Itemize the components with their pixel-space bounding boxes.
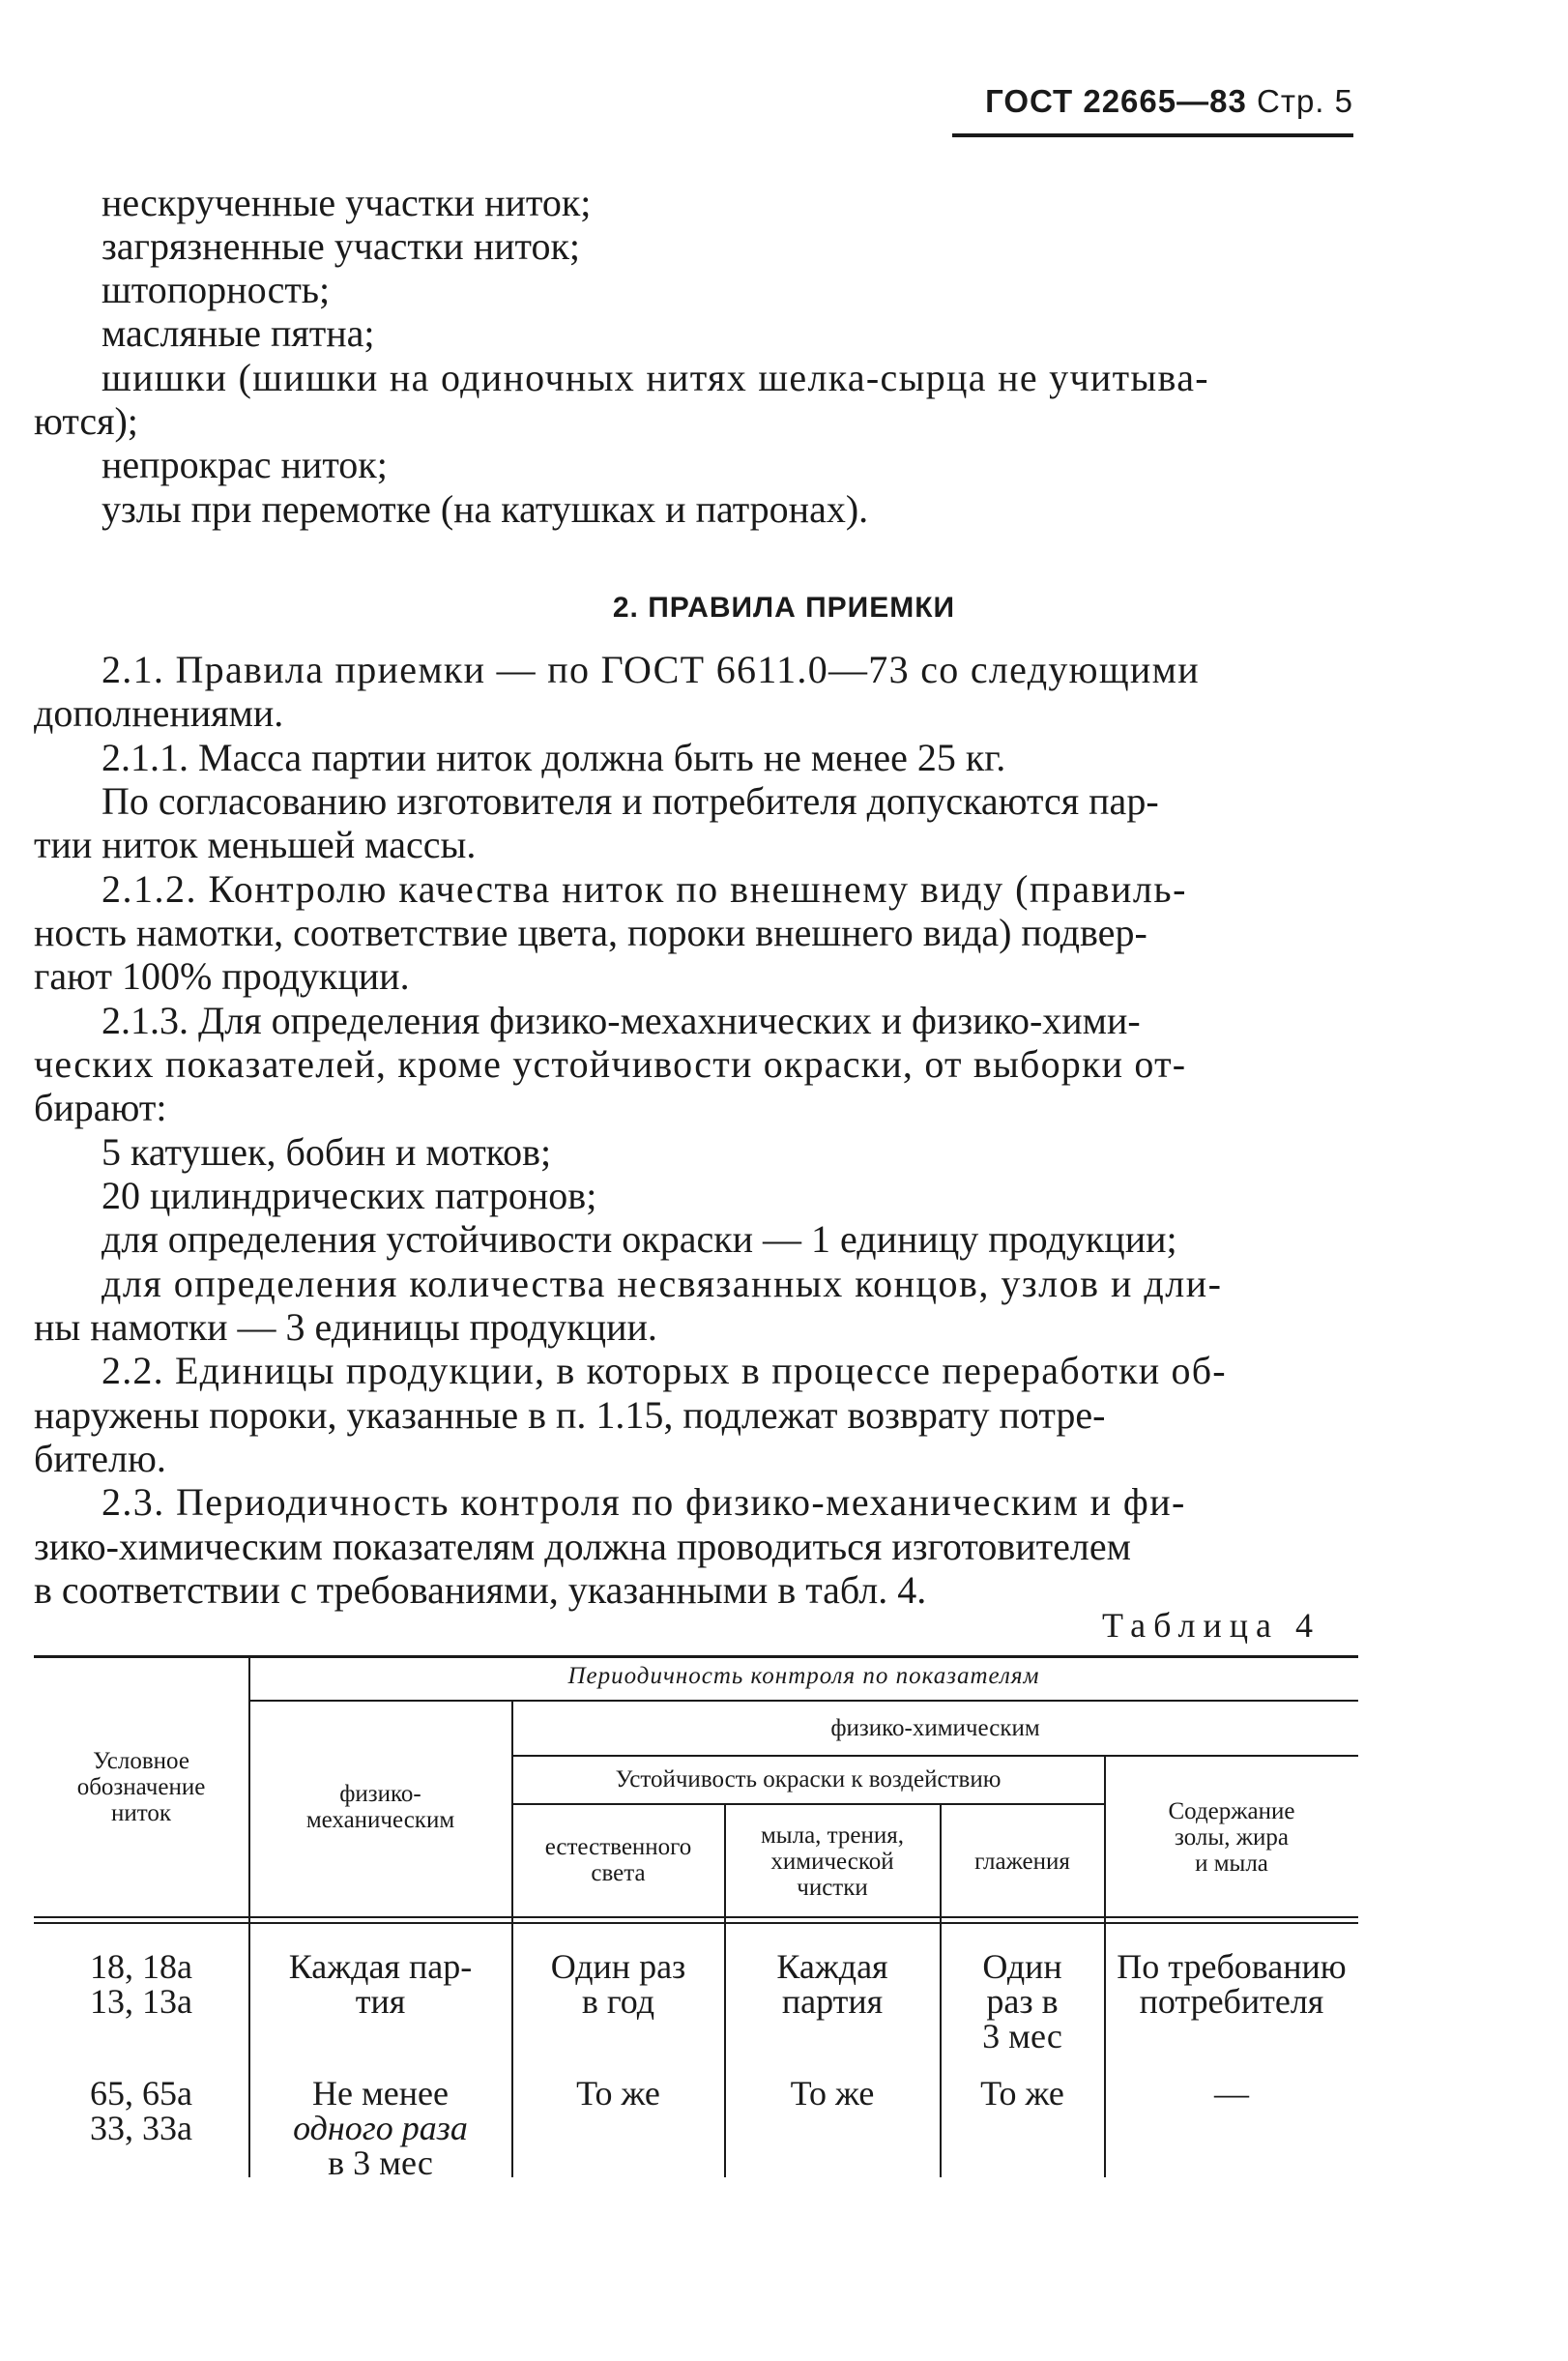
- defect-line: узлы при перемотке (на катушках и патронах).: [102, 487, 869, 531]
- clause-line: 2.1. Правила приемки — по ГОСТ 6611.0—73 со следующими: [102, 648, 1200, 691]
- header-color-fastness: Устойчивость окраски к воздействию: [615, 1766, 1002, 1793]
- cell-text: —: [1214, 2074, 1249, 2113]
- table-cell-phys-mech: [249, 1949, 511, 2019]
- cell-text: в год: [581, 1982, 655, 2021]
- clause-line: бителю.: [34, 1437, 166, 1480]
- cell-text: По требованию: [1117, 1947, 1347, 1986]
- header-text: естественного: [544, 1834, 692, 1860]
- header-bottom-rule: [34, 1922, 1358, 1924]
- cell-text: То же: [790, 2074, 875, 2113]
- cell-text: Один: [982, 1947, 1062, 1986]
- cell-text: Один раз: [550, 1947, 686, 1986]
- defect-line: масляные пятна;: [102, 311, 375, 355]
- cell-text: 18, 18а: [90, 1947, 192, 1986]
- clause-line: По согласованию изготовителя и потребителя допускаются пар-: [102, 779, 1159, 823]
- header-group: Периодичность контроля по показателям: [567, 1663, 1040, 1689]
- clause-line: 2.2. Единицы продукции, в которых в процессе переработки об-: [102, 1349, 1227, 1392]
- header-ironing: глажения: [974, 1849, 1070, 1875]
- cell-text: 3 мес: [982, 2017, 1062, 2055]
- table-cell-ironing: [941, 1949, 1104, 2054]
- cell-text: 13, 13а: [90, 1982, 192, 2021]
- cell-text: партия: [781, 1982, 884, 2021]
- table-cell-soap-friction: [725, 2076, 940, 2111]
- clause-line: дополнениями.: [34, 691, 284, 735]
- header-text: мыла, трения,: [760, 1822, 905, 1849]
- table-caption: Таблица 4: [1102, 1606, 1321, 1645]
- defect-line: загрязненные участки ниток;: [102, 224, 581, 268]
- cell-text: тия: [355, 1982, 406, 2021]
- header-text: механическим: [305, 1807, 455, 1833]
- header-rule: [249, 1700, 1358, 1702]
- running-header: [952, 83, 1353, 120]
- header-soap-friction: [725, 1822, 940, 1901]
- table-top-rule: [34, 1655, 1358, 1658]
- clause-line: ны намотки — 3 единицы продукции.: [34, 1305, 657, 1349]
- clause-line: 2.1.3. Для определения физико-мехахнических и физико-хими-: [102, 999, 1141, 1042]
- clause-line: 2.3. Периодичность контроля по физико-механическим и фи-: [102, 1480, 1186, 1524]
- clause-line: 2.1.2. Контролю качества ниток по внешнему виду (правиль-: [102, 867, 1187, 911]
- header-text: физико-: [339, 1781, 421, 1807]
- header-text: чистки: [797, 1875, 868, 1901]
- header-phys-chem: физико-химическим: [830, 1715, 1040, 1741]
- header-text: химической: [770, 1849, 894, 1875]
- header-content: [1105, 1798, 1358, 1877]
- table-cell-content: [1105, 2076, 1358, 2111]
- cell-text: То же: [980, 2074, 1064, 2113]
- clause-line: 20 цилиндрических патронов;: [102, 1174, 597, 1217]
- clause-line: наружены пороки, указанные в п. 1.15, подлежат возврату потре-: [34, 1393, 1106, 1437]
- header-designation: [34, 1748, 248, 1826]
- clause-line: для определения количества несвязанных концов, узлов и дли-: [102, 1262, 1223, 1305]
- clause-line: ность намотки, соответствие цвета, пороки внешнего вида) подвер-: [34, 911, 1147, 954]
- defect-line: ются);: [34, 399, 138, 443]
- cell-text: Каждая: [776, 1947, 888, 1986]
- cell-text: потребителя: [1139, 1982, 1324, 2021]
- cell-text: Каждая пар-: [288, 1947, 473, 1986]
- header-text: обозначение: [76, 1774, 206, 1800]
- defect-line: непрокрас ниток;: [102, 443, 388, 486]
- header-rule: [512, 1803, 1105, 1805]
- clause-line: ческих показателей, кроме устойчивости окраски, от выборки от-: [34, 1042, 1187, 1086]
- table-cell-designation: [34, 2076, 248, 2145]
- table-cell-designation: [34, 1949, 248, 2019]
- cell-text: 33, 33а: [90, 2109, 192, 2147]
- page-label: Стр. 5: [1257, 83, 1353, 119]
- header-text: света: [591, 1860, 646, 1886]
- header-rule: [952, 133, 1353, 137]
- cell-text: То же: [576, 2074, 660, 2113]
- header-phys-mech: [249, 1781, 511, 1833]
- header-text: золы, жира: [1175, 1824, 1289, 1851]
- cell-text: Не менее: [312, 2074, 449, 2113]
- header-text: Содержание: [1168, 1798, 1295, 1824]
- defect-line: штопорность;: [102, 268, 331, 311]
- clause-line: 5 катушек, бобин и мотков;: [102, 1130, 552, 1174]
- clause-line: 2.1.1. Масса партии ниток должна быть не менее 25 кг.: [102, 736, 1006, 779]
- cell-text: 65, 65а: [90, 2074, 192, 2113]
- cell-text: раз в: [986, 1982, 1059, 2021]
- clause-line: бирают:: [34, 1086, 167, 1129]
- clause-line: зико-химическим показателям должна проводиться изготовителем: [34, 1525, 1131, 1568]
- defect-line: шишки (шишки на одиночных нитях шелка-сырца не учитыва-: [102, 356, 1209, 399]
- clause-line: гают 100% продукции.: [34, 954, 410, 998]
- table-cell-ironing: [941, 2076, 1104, 2111]
- header-text: ниток: [111, 1800, 171, 1826]
- table-cell-natural-light: [512, 1949, 724, 2019]
- header-text: Условное: [93, 1748, 189, 1774]
- header-text: и мыла: [1195, 1851, 1268, 1877]
- header-bottom-rule: [34, 1916, 1358, 1918]
- table-cell-soap-friction: [725, 1949, 940, 2019]
- table-cell-phys-mech: [249, 2076, 511, 2180]
- defect-line: нескрученные участки ниток;: [102, 181, 592, 224]
- clause-line: тии ниток меньшей массы.: [34, 823, 477, 866]
- cell-text: в 3 мес: [328, 2143, 433, 2182]
- section-title: 2. ПРАВИЛА ПРИЕМКИ: [612, 592, 956, 624]
- header-rule: [512, 1755, 1358, 1757]
- cell-text: одного раза: [293, 2109, 468, 2147]
- table-cell-content: [1105, 1949, 1358, 2019]
- table-cell-natural-light: [512, 2076, 724, 2111]
- doc-id: ГОСТ 22665—83: [985, 83, 1247, 119]
- clause-line: для определения устойчивости окраски — 1 единицу продукции;: [102, 1217, 1177, 1261]
- clause-line: в соответствии с требованиями, указанными в табл. 4.: [34, 1568, 927, 1612]
- header-natural-light: [512, 1834, 724, 1886]
